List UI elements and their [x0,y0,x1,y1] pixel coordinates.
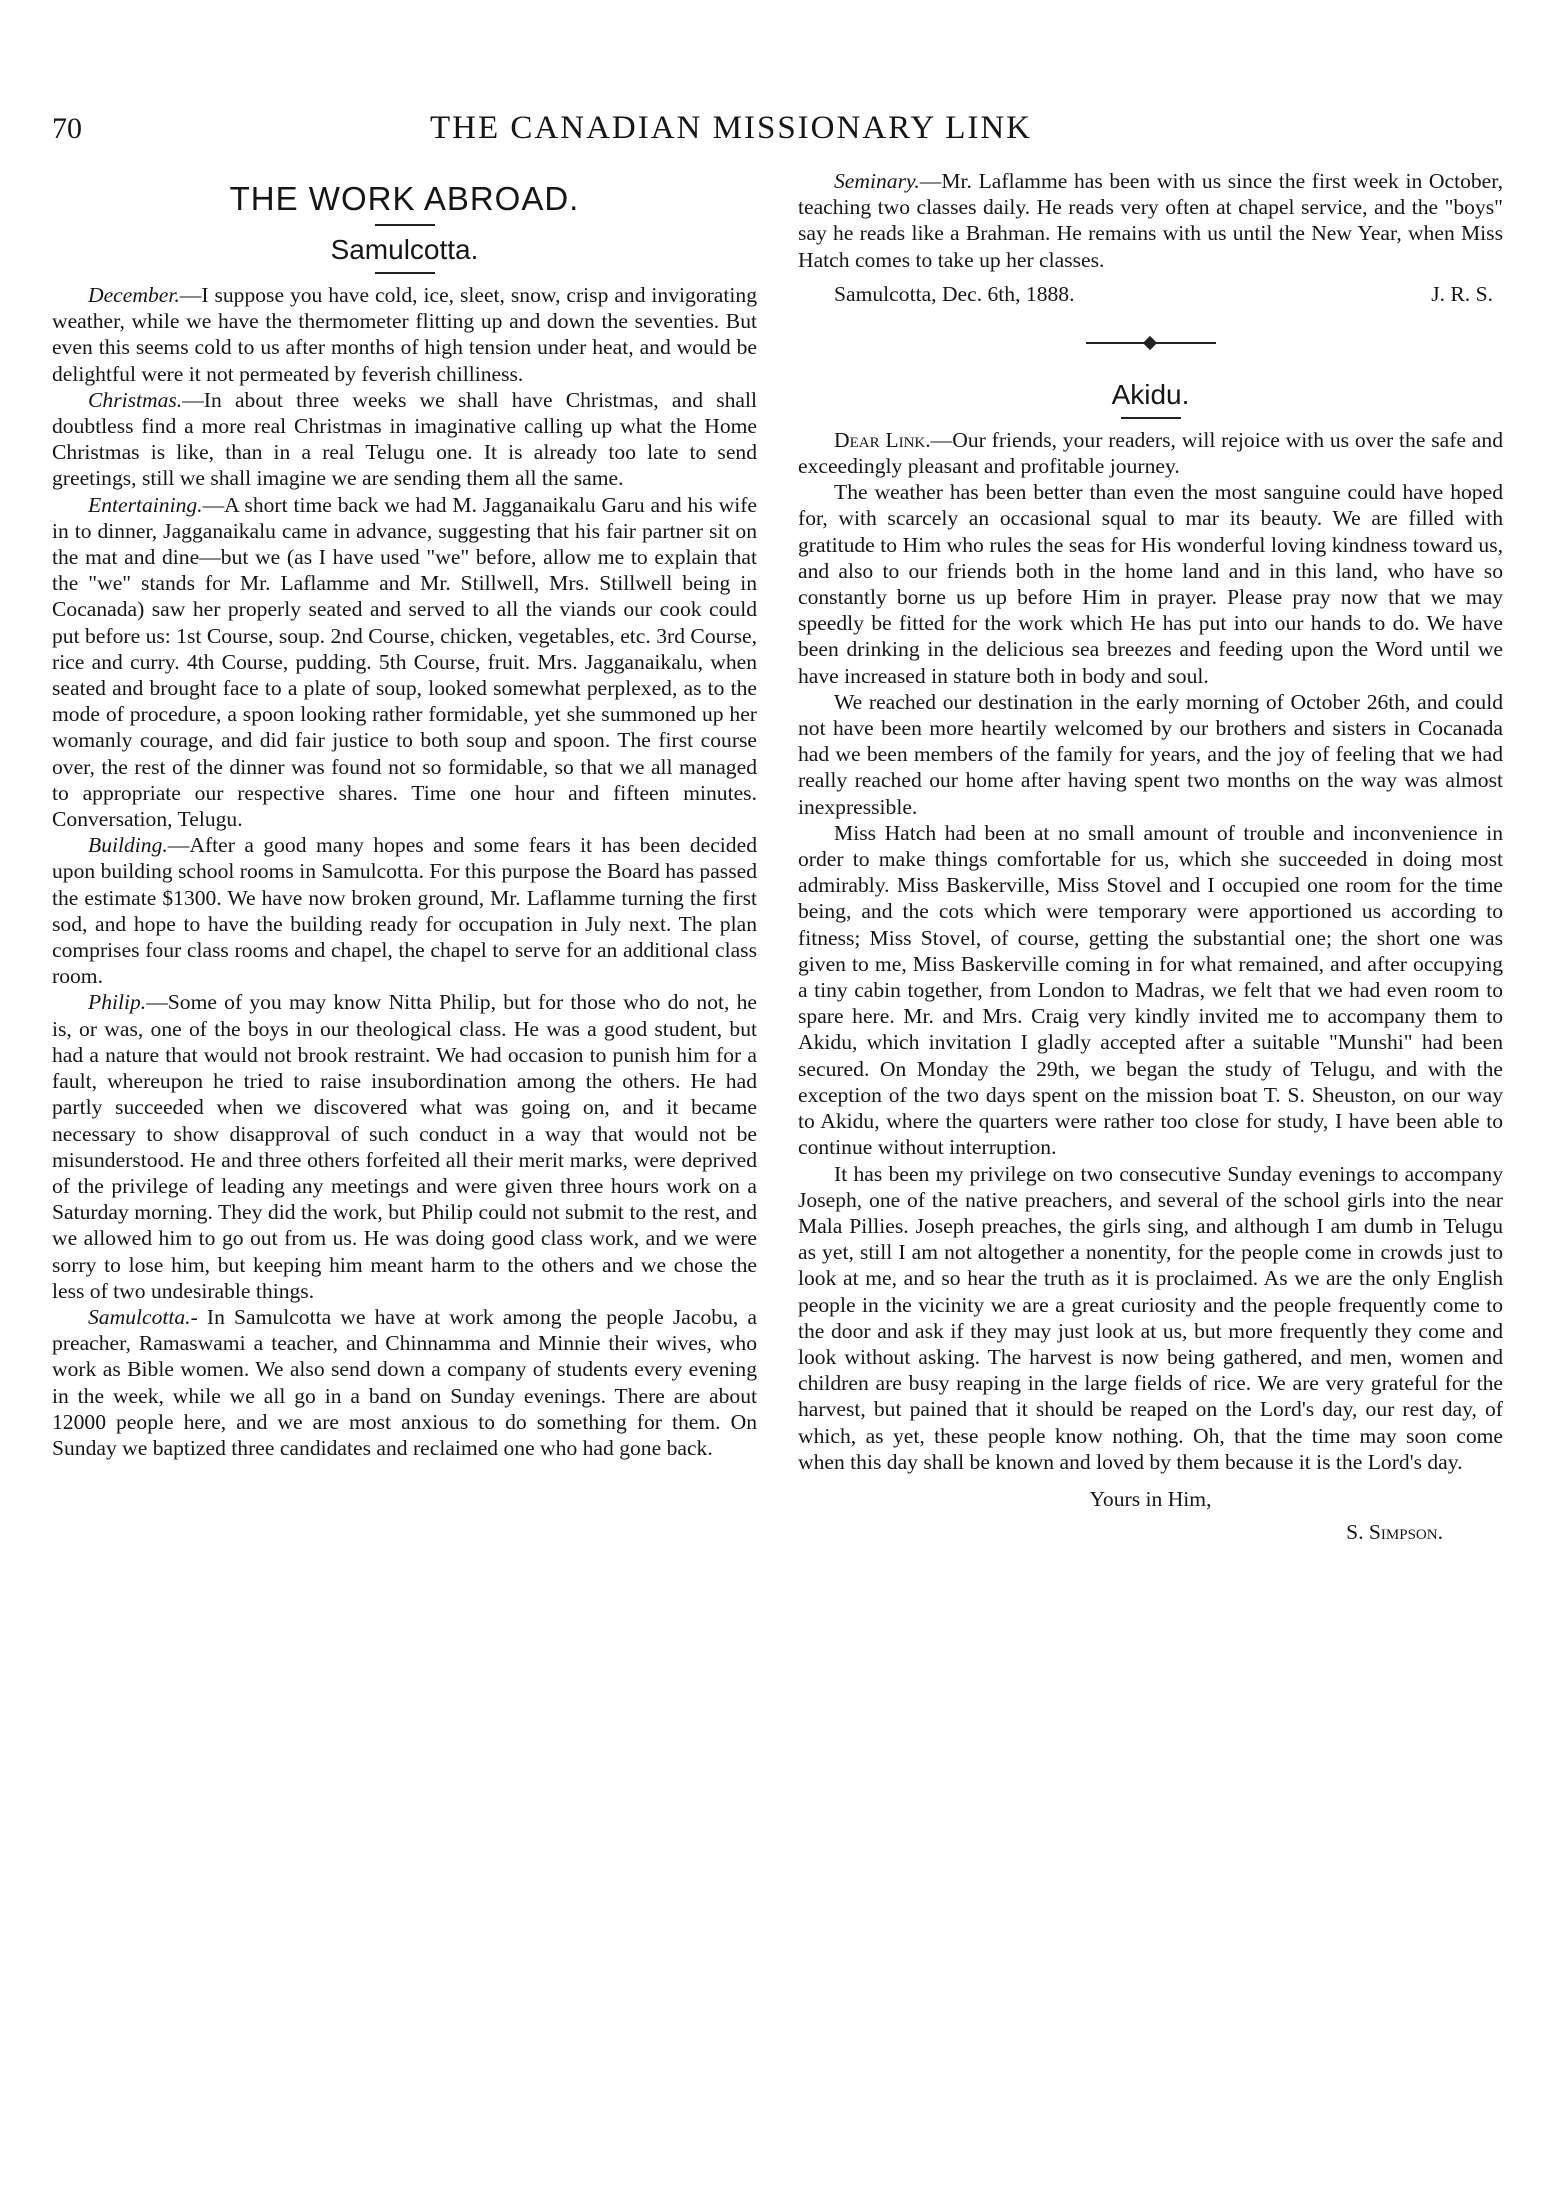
paragraph-lead: Christmas. [88,387,183,412]
paragraph-lead: Samulcotta. [88,1304,191,1329]
paragraph-dear-link [798,427,1503,479]
dateline-initials: J. R. S. [1431,281,1493,306]
paragraph-lead: Entertaining. [88,492,203,517]
masthead-title: THE CANADIAN MISSIONARY LINK [430,110,1033,146]
paragraph-weather: The weather has been better than even the most sanguine could have hoped for, with scarcely an occasional squal to mar its beauty. We are filled with gratitude to Him who rules the seas for His wonderful loving kindness toward us, and also to our friends both in the home land and in this land, who have so constantly borne us up before Him in prayer. Please pray now that we may speedly be fitted for the work which He has put into our hands to do. We have been drinking in the delicious sea breezes and feeding upon the Word until we have increased in stature both in body and soul. [798,480,1503,688]
paragraph-text: —Our friends, your readers, will rejoice with us over the safe and exceedingly pleasant and profitable journey. [798,427,1503,479]
paragraph-miss-hatch: Miss Hatch had been at no small amount of trouble and inconvenience in order to make things comfortable for us, which she succeeded in doing most admirably. Miss Baskerville, Miss Stovel and I occupied one room for the time being, and the cots which were temporary were apportioned us according to fitness; Miss Stovel, of course, getting the substantial one; the short one was given to me, Miss Baskerville coming in for what remained, and after occupying a tiny cabin together, from London to Madras, we felt that we had even room to spare here. Mr. and Mrs. Craig very kindly invited me to accompany them to Akidu, which invitation I gladly accepted after a suitable "Munshi" had been secured. On Monday the 29th, we began the study of Telugu, and with the exception of the two days spent on the mission boat T. S. Sheuston, on our way to Akidu, where the quarters were rather too close for study, I have been able to continue without interruption. [798,820,1503,1160]
subtitle-rule [375,272,435,274]
paragraph-seminary [798,168,1503,273]
right-column [798,168,1503,1545]
dateline [834,281,1493,307]
letter-closing: Yours in Him, [1089,1486,1212,1511]
paragraph-philip [52,989,757,1303]
section-title: THE WORK ABROAD. [229,180,580,217]
salutation: Dear Link. [834,427,931,452]
paragraph-lead: Philip. [88,990,147,1015]
letter-signature: S. Simpson. [1346,1519,1443,1544]
section-separator [1086,337,1216,349]
left-column [52,168,757,1461]
title-rule [375,224,435,226]
paragraph-december [52,282,757,387]
page-number: 70 [52,112,82,145]
paragraph-text: —After a good many hopes and some fears it has been decided upon building school rooms in Samulcotta. For this purpose the Board has passed the estimate $1300. We have now broken ground, Mr. Laflamme turning the first sod, and hope to have the building ready for occupation in July next. The plan comprises four class rooms and chapel, the chapel to serve for an additional class room. [52,833,757,989]
paragraph-arrival: We reached our destination in the early morning of October 26th, and could not have been more heartily welcomed by our brothers and sisters in Cocanada had we been members of the family for years, and the joy of feeling that we had really reached our home after having spent two months on the way was almost inexpressible. [798,689,1503,819]
paragraph-entertaining [52,492,757,833]
paragraph-text: —A short time back we had M. Jagganaikalu Garu and his wife in to dinner, Jagganaikalu came in advance, suggesting that his fair partner sit on the mat and dine—but we (as I have used "we" before, allow me to explain that the "we" stands for Mr. Laflamme and Mr. Stillwell, Mrs. Stillwell being in Cocanada) saw her properly seated and served to all the viands our cook could put before us: 1st Course, soup. 2nd Course, chicken, vegetables, etc. 3rd Course, rice and curry. 4th Course, pudding. 5th Course, fruit. Mrs. Jagganaikalu, when seated and brought face to a plate of soup, looked somewhat perplexed, as to the mode of procedure, a spoon looking rather formidable, yet she summoned up her womanly courage, and did fair justice to both soup and spoon. The first course over, the rest of the dinner was found not so formidable, so that we all managed to appropriate our respective shares. Time one hour and fifteen minutes. Conversation, Telugu. [52,492,757,832]
subsection-title-samulcotta: Samulcotta. [330,234,479,265]
paragraph-text: —In about three weeks we shall have Christmas, and shall doubtless find a more real Christmas in imaginative calling up what the Home Christmas is like, than in a real Telugu one. It is already too late to send greetings, still we shall imagine we are sending them all the same. [52,387,757,491]
paragraph-lead: Building. [88,833,168,858]
paragraph-building [52,832,757,989]
dateline-place-date: Samulcotta, Dec. 6th, 1888. [834,281,1075,306]
subsection-title-akidu: Akidu. [1111,378,1190,410]
paragraph-lead: December. [88,283,180,307]
paragraph-christmas [52,387,757,492]
paragraph-text: - In Samulcotta we have at work among the people Jacobu, a preacher, Ramaswami a teacher, and Chinnamma and Minnie their wives, who work as Bible women. We also send down a company of students every evening in the week, while we all go in a band on Sunday evenings. There are about 12000 people here, and we are most anxious to do something for them. On Sunday we baptized three candidates and reclaimed one who had gone back. [52,1304,757,1460]
paragraph-text: —Some of you may know Nitta Philip, but for those who do not, he is, or was, one of the boys in our theological class. He was a good student, but had a nature that would not brook restraint. We had occasion to punish him for a fault, whereupon he tried to raise insubordination among the others. He had partly succeeded when we discovered what was going on, and it became necessary to show disapproval of such conduct in a way that would not be misunderstood. He and three others forfeited all their merit marks, were deprived of the privilege of leading any meetings and were given three hours work on a Saturday morning. They did the work, but Philip could not submit to the rest, and we allowed him to go out from us. He was doing good class work, and we were sorry to lose him, but keeping him meant harm to the others and we chose the less of two undesirable things. [52,990,757,1303]
paragraph-lead: Seminary. [834,169,920,193]
paragraph-samulcotta [52,1304,757,1461]
subtitle-rule [1121,417,1181,419]
paragraph-text: —I suppose you have cold, ice, sleet, snow, crisp and invigorating weather, while we have the thermometer flitting up and down the seventies. But even this seems cold to us after months of high tension under heat, and would be delightful were it not permeated by feverish chilliness. [52,283,757,386]
paragraph-text: —Mr. Laflamme has been with us since the first week in October, teaching two classes daily. He reads very often at chapel service, and the "boys" say he reads like a Brahman. He remains with us until the New Year, when Miss Hatch comes to take up her classes. [798,169,1503,272]
paragraph-sunday-evenings: It has been my privilege on two consecutive Sunday evenings to accompany Joseph, one of the native preachers, and several of the school girls into the near Mala Pillies. Joseph preaches, the girls sing, and although I am dumb in Telugu as yet, still I am not altogether a nonentity, for the people come in crowds just to look at me, and so hear the truth as it is proclaimed. As we are the only English people in the vicinity we are a great curiosity and the people frequently come to the door and ask if they may just look at us, but more frequently they come and look without asking. The harvest is now being gathered, and men, women and children are busy reaping in the large fields of rice. We are very grateful for the harvest, but pained that it should be reaped on the Lord's day, our rest day, of which, as yet, these people know nothing. Oh, that the time may soon come when this day shall be known and loved by them because it is the Lord's day. [798,1161,1503,1474]
